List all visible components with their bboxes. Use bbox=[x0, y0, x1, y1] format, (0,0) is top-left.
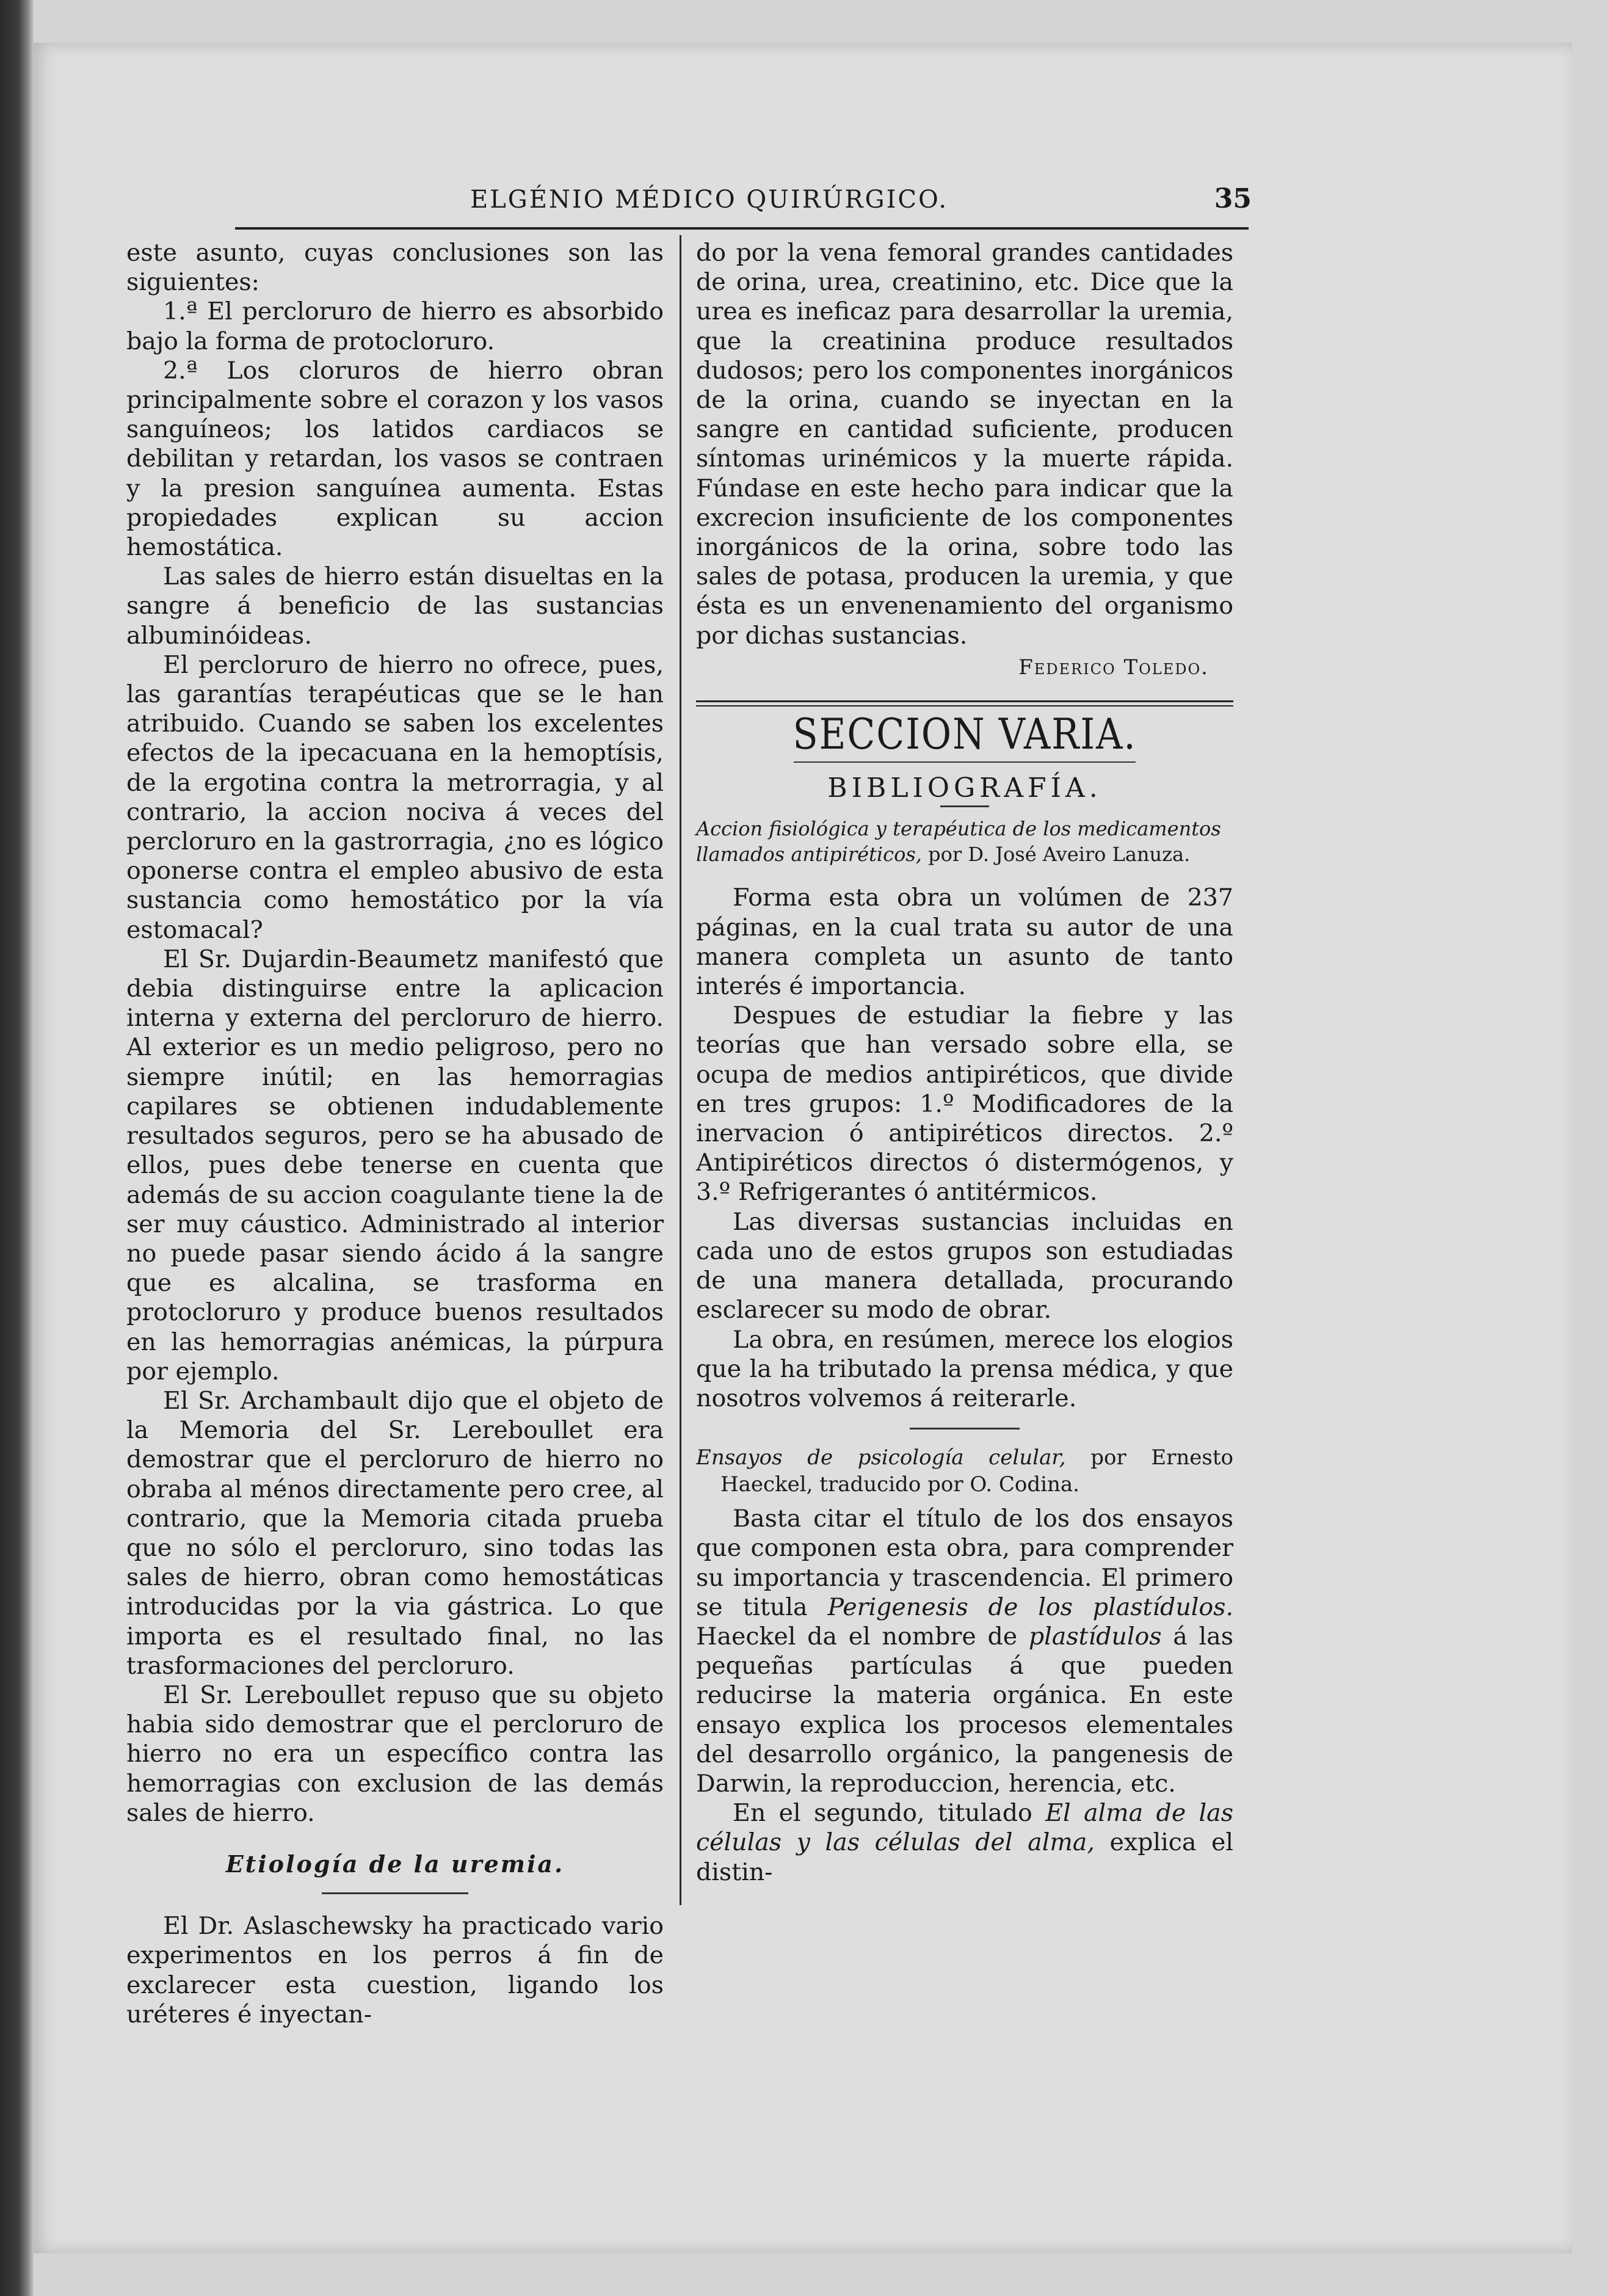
paragraph: El Dr. Aslaschewsky ha practicado vario experimentos en los perros á fin de exclarecer esta cuestion, ligando los uréteres é inyectan- bbox=[126, 1912, 664, 2029]
paragraph: Forma esta obra un volúmen de 237 páginas, en la cual trata su autor de una manera completa un asunto de tanto interés é importancia. bbox=[696, 884, 1233, 1001]
text-run: á las pequeñas partículas á que pueden reducirse la materia orgánica. En este ensayo explica los procesos elementales del desarrollo orgánico, la pangenesis de Darwin, la reproduccion, herencia, etc. bbox=[696, 1622, 1233, 1798]
paragraph: La obra, en resúmen, merece los elogios que la ha tributado la prensa médica, y que nosotros volvemos á reiterarle. bbox=[696, 1325, 1233, 1412]
text-run: Basta citar el título de los dos ensayos que componen esta obra, para comprender su importancia y trascendencia. El primero se titula bbox=[696, 1505, 1233, 1621]
text-run: En el segundo, titulado bbox=[733, 1799, 1046, 1828]
paragraph: El percloruro de hierro no ofrece, pues, las garantías terapéuticas que se le han atribuido. Cuando se saben los excelentes efectos de la ipecacuana en la hemoptísis, de la ergotina contra la metrorragia, y al contrario, la accion nociva á veces del percloruro en la gastrorragia, ¿no es lógico oponerse contra el empleo abusivo de esta sustancia como hemostático por la vía estomacal? bbox=[126, 650, 664, 944]
paragraph: 2.ª Los cloruros de hierro obran principalmente sobre el corazon y los vasos sanguíneos; los latidos cardiacos se debilitan y retardan, los vasos se contraen y la presion sanguínea aumenta. Estas propiedades explican su accion hemostática. bbox=[126, 356, 664, 562]
author-signature: Federico Toledo. bbox=[1018, 655, 1209, 680]
reference-2 bbox=[696, 1444, 1233, 1498]
paragraph: este asunto, cuyas conclusiones son las siguientes: bbox=[126, 239, 664, 297]
section-title-rule bbox=[794, 761, 1136, 763]
paragraph: do por la vena femoral grandes cantidades de orina, urea, creatinino, etc. Dice que la urea es ineficaz para desarrollar la uremia, que la creatinina produce resultados dudosos; pero los componentes inorgánicos de la orina, cuando se inyectan en la sangre en cantidad suficiente, producen síntomas urinémicos y la muerte rápida. Fúndase en este hecho para indicar que la excrecion insuficiente de los componentes inorgánicos de la orina, sobre todo las sales de potasa, producen la uremia, y que ésta es un envenenamiento del organismo por dichas sustancias. bbox=[696, 239, 1233, 650]
paragraph bbox=[696, 1504, 1233, 1798]
italic-term: plastídulos bbox=[1028, 1622, 1162, 1651]
bibliography-rule bbox=[940, 805, 989, 807]
section-title: SECCION VARIA. bbox=[793, 710, 1137, 760]
paragraph: El Sr. Lereboullet repuso que su objeto habia sido demostrar que el percloruro de hierro no era un específico contra las hemorragias con exclusion de las demás sales de hierro. bbox=[126, 1680, 664, 1827]
running-header bbox=[470, 183, 1252, 214]
reference-1-title: Accion fisiológica y terapéutica de los medicamentos llamados antipiréticos, bbox=[696, 817, 1221, 866]
paragraph: 1.ª El percloruro de hierro es absorbido bajo la forma de protocloruro. bbox=[126, 297, 664, 355]
section-divider bbox=[696, 700, 1233, 707]
right-column bbox=[696, 238, 1233, 1887]
header-rule bbox=[235, 227, 1249, 230]
subheading-etiologia: Etiología de la uremia. bbox=[225, 1850, 565, 1878]
reference-1 bbox=[696, 816, 1233, 867]
left-page-edge bbox=[0, 0, 34, 2296]
paragraph: El Sr. Archambault dijo que el objeto de la Memoria del Sr. Lereboullet era demostrar que el percloruro de hierro no obraba al ménos directamente pero cree, al contrario, que la Memoria citada prueba que no sólo el percloruro, sino todas las sales de hierro, obran como hemostáticas introducidas por la via gástrica. Lo que importa es el resultado final, no las trasformaciones del percloruro. bbox=[126, 1386, 664, 1680]
subheading-rule bbox=[322, 1892, 468, 1894]
paragraph: Las sales de hierro están disueltas en la sangre á beneficio de las sustancias albuminóideas. bbox=[126, 562, 664, 650]
bibliography-title: BIBLIOGRAFÍA. bbox=[827, 772, 1102, 804]
page-number: 35 bbox=[1214, 183, 1252, 214]
reference-1-author: por D. José Aveiro Lanuza. bbox=[928, 843, 1191, 866]
text-run: Haeckel da el nombre de bbox=[696, 1622, 1029, 1651]
left-column bbox=[126, 238, 664, 2029]
paragraph: Despues de estudiar la fiebre y las teorías que han versado sobre ella, se ocupa de medios antipiréticos, que divide en tres grupos: 1.º Modificadores de la inervacion ó antipiréticos directos. 2.º Antipiréticos directos ó distermógenos, y 3.º Refrigerantes ó antitérmicos. bbox=[696, 1001, 1233, 1207]
paragraph: Las diversas sustancias incluidas en cada uno de estos grupos son estudiadas de una manera detallada, procurando esclarecer su modo de obrar. bbox=[696, 1207, 1233, 1324]
paragraph bbox=[696, 1798, 1233, 1887]
italic-title: Perigenesis de los plastídulos. bbox=[827, 1593, 1234, 1621]
reference-2-author: por Ernesto Haeckel, traducido por O. Codina. bbox=[720, 1445, 1233, 1497]
column-separator bbox=[680, 235, 681, 1905]
reference-divider bbox=[910, 1428, 1020, 1430]
reference-2-title: Ensayos de psicología celular, bbox=[696, 1445, 1066, 1470]
journal-title: ELGÉNIO MÉDICO QUIRÚRGICO. bbox=[470, 186, 949, 214]
italic-title: El alma de las células y las células del alma, bbox=[696, 1799, 1234, 1857]
text-run: explica el distin- bbox=[696, 1828, 1234, 1886]
paragraph: El Sr. Dujardin-Beaumetz manifestó que debia distinguirse entre la aplicacion interna y externa del percloruro de hierro. Al exterior es un medio peligroso, pero no siempre inútil; en las hemorragias capilares se obtienen indudablemente resultados seguros, pero se ha abusado de ellos, pues debe tenerse en cuenta que además de su accion coagulante tiene la de ser muy cáustico. Administrado al interior no puede pasar siendo ácido á la sangre que es alcalina, se trasforma en protocloruro y produce buenos resultados en las hemorragias anémicas, la púrpura por ejemplo. bbox=[126, 945, 664, 1386]
